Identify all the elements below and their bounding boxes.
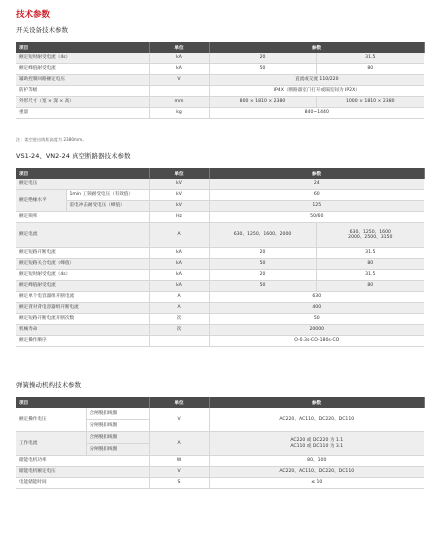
table-row <box>16 97 424 108</box>
header-params: 参数 <box>209 168 424 179</box>
row-unit: S <box>149 478 209 489</box>
table-row <box>16 259 424 270</box>
row-value: 80 <box>316 64 424 75</box>
row-value: 31.5 <box>316 248 424 259</box>
table-row <box>16 53 424 64</box>
row-value: 800 × 1810 × 2380 <box>209 97 316 108</box>
row-item: 额定单个电容器组开断电流 <box>16 292 149 303</box>
mechanism-section-title: 弹簧操动机构技术参数 <box>16 381 81 389</box>
row-item: 额定电压 <box>16 179 149 190</box>
row-value: 20000 <box>209 325 424 336</box>
row-item: 额定短路开断电流 <box>16 248 149 259</box>
header-unit: 单位 <box>149 168 209 179</box>
row-item: 辅助控制回路额定电压 <box>16 75 149 86</box>
table-header-row <box>16 168 424 179</box>
table-row <box>16 292 424 303</box>
row-item: 电能储能时间 <box>16 478 149 489</box>
row-unit: A <box>149 303 209 314</box>
row-value: 840~1440 <box>209 108 424 119</box>
row-subitem: 分闸脱扣线圈 <box>86 420 149 432</box>
breaker-table <box>16 168 425 347</box>
table-row <box>16 108 424 119</box>
table-row <box>16 212 424 223</box>
row-subitem: 雷电冲击耐受电压（峰值） <box>66 201 149 212</box>
row-item: 额定峰值耐受电流 <box>16 281 149 292</box>
row-value: 1000 × 1810 × 2380 <box>316 97 424 108</box>
row-item: 额定电流 <box>16 223 149 248</box>
header-params: 参数 <box>209 397 424 408</box>
row-unit: kA <box>149 281 209 292</box>
row-item: 额定短时耐受电流（4s） <box>16 270 149 281</box>
row-unit: kA <box>149 53 209 64</box>
row-value: 直流或交流 110/220 <box>209 75 424 86</box>
page-title: 技术参数 <box>16 10 51 20</box>
row-unit: kg <box>149 108 209 119</box>
row-value: 400 <box>209 303 424 314</box>
row-value: ≤ 10 <box>209 478 424 489</box>
table-row <box>16 281 424 292</box>
row-unit: kV <box>149 179 209 190</box>
table-row <box>16 201 424 212</box>
row-unit: kA <box>149 270 209 281</box>
row-value: 31.5 <box>316 270 424 281</box>
row-unit: kV <box>149 201 209 212</box>
row-value: 50 <box>209 259 316 270</box>
row-item: 防护等级 <box>16 86 149 97</box>
table-row <box>16 190 424 201</box>
row-subitem: 分闸脱扣线圈 <box>86 444 149 456</box>
table-header-row <box>16 42 424 53</box>
table-row <box>16 314 424 325</box>
table-row <box>16 248 424 259</box>
row-unit: Hz <box>149 212 209 223</box>
row-value: AC220、AC110、DC220、DC110 <box>209 408 424 432</box>
row-group: 额定绝缘水平 <box>16 190 66 212</box>
row-value: 125 <box>209 201 424 212</box>
table-header-row <box>16 397 424 408</box>
row-value: IP4X（断路器室门打开或隔室间为 IP2X） <box>209 86 424 97</box>
row-value: 50/60 <box>209 212 424 223</box>
table-row <box>16 179 424 190</box>
table-row <box>16 432 424 444</box>
row-item: 外形尺寸（宽 × 深 × 高） <box>16 97 149 108</box>
row-value: 50 <box>209 281 316 292</box>
row-value: AC220 或 DC220 为 1.1 AC110 或 DC110 为 3.1 <box>209 432 424 456</box>
row-value: 50 <box>209 64 316 75</box>
row-unit: 次 <box>149 314 209 325</box>
row-unit <box>149 86 209 97</box>
row-value: 20 <box>209 53 316 64</box>
row-unit: V <box>149 408 209 432</box>
row-unit: kA <box>149 259 209 270</box>
table-row <box>16 325 424 336</box>
row-unit <box>149 336 209 347</box>
table-row <box>16 86 424 97</box>
row-value: 80 <box>316 259 424 270</box>
row-value: O-0.3s-CO-180s-CO <box>209 336 424 347</box>
row-item: 额定短路关合电流（峰值） <box>16 259 149 270</box>
table-row <box>16 303 424 314</box>
row-subitem: 合闸脱扣线圈 <box>86 432 149 444</box>
row-item: 额定峰值耐受电流 <box>16 64 149 75</box>
table-row <box>16 64 424 75</box>
row-unit: 次 <box>149 325 209 336</box>
row-unit: kV <box>149 190 209 201</box>
row-value: 630、1250、1600 2000、2500、3150 <box>316 223 424 248</box>
header-item: 项目 <box>16 397 149 408</box>
table-row <box>16 478 424 489</box>
row-item: 机械寿命 <box>16 325 149 336</box>
row-unit: W <box>149 456 209 467</box>
breaker-section-title: VS1-24、VN2-24 真空断路器技术参数 <box>16 152 131 160</box>
row-unit: kA <box>149 248 209 259</box>
header-item: 项目 <box>16 168 149 179</box>
row-unit: V <box>149 467 209 478</box>
row-group: 额定操作电压 <box>16 408 86 432</box>
row-item: 储能电机功率 <box>16 456 149 467</box>
header-item: 项目 <box>16 42 149 53</box>
switchgear-note: 注：架空进出线柜高度为 2380mm。 <box>16 137 87 142</box>
row-value: AC220、AC110、DC220、DC110 <box>209 467 424 478</box>
row-value: 80、100 <box>209 456 424 467</box>
switchgear-table <box>16 42 425 119</box>
switchgear-section-title: 开关设备技术参数 <box>16 26 68 34</box>
row-group: 工作电流 <box>16 432 86 456</box>
row-item: 额定短路开断电流开断次数 <box>16 314 149 325</box>
row-item: 额定频率 <box>16 212 149 223</box>
row-subitem: 合闸脱扣线圈 <box>86 408 149 420</box>
row-value: 20 <box>209 248 316 259</box>
row-unit: A <box>149 223 209 248</box>
row-unit: A <box>149 292 209 303</box>
row-value: 80 <box>316 281 424 292</box>
header-unit: 单位 <box>149 397 209 408</box>
row-item: 额定短时耐受电流（4s） <box>16 53 149 64</box>
row-subitem: 1min 工频耐受电压（有效值） <box>66 190 149 201</box>
row-value: 31.5 <box>316 53 424 64</box>
row-item: 额定背对背电容器组开断电流 <box>16 303 149 314</box>
row-unit: V <box>149 75 209 86</box>
row-value: 630、1250、1600、2000 <box>209 223 316 248</box>
table-row <box>16 456 424 467</box>
mechanism-table <box>16 397 425 489</box>
row-value: 20 <box>209 270 316 281</box>
row-unit: A <box>149 432 209 456</box>
table-row <box>16 223 424 248</box>
header-params: 参数 <box>209 42 424 53</box>
row-value: 60 <box>209 190 424 201</box>
table-row <box>16 336 424 347</box>
row-value: 50 <box>209 314 424 325</box>
table-row <box>16 270 424 281</box>
row-unit: kA <box>149 64 209 75</box>
header-unit: 单位 <box>149 42 209 53</box>
row-value: 24 <box>209 179 424 190</box>
row-item: 额定操作顺序 <box>16 336 149 347</box>
row-unit: mm <box>149 97 209 108</box>
row-item: 重量 <box>16 108 149 119</box>
table-row <box>16 75 424 86</box>
row-value: 630 <box>209 292 424 303</box>
row-item: 储能电机额定电压 <box>16 467 149 478</box>
table-row <box>16 408 424 420</box>
table-row <box>16 467 424 478</box>
